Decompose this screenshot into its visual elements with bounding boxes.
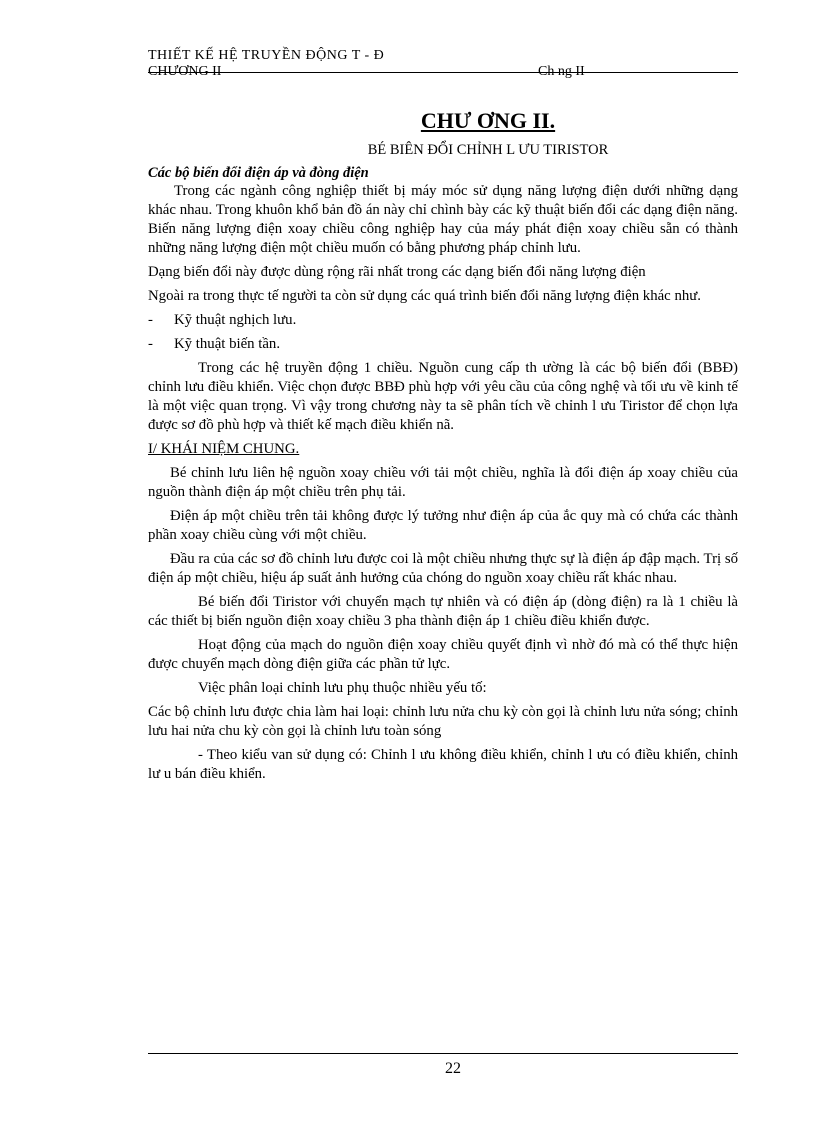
header-chapter-left: CHƯƠNG II [148, 64, 222, 79]
paragraph: Bé chỉnh lưu liên hệ nguồn xoay chiều với tải một chiều, nghĩa là đổi điện áp xoay chiều của nguồn thành điện áp một chiều trên phụ tải. [148, 465, 738, 500]
paragraph: Đầu ra của các sơ đồ chỉnh lưu được coi là một chiều nhưng thực sự là điện áp đập mạch. Trị số điện áp một chiều, hiệu áp suất ảnh hưởng của chóng do nguồn xoay chiều rất khác nhau. [148, 551, 738, 586]
paragraph: Dạng biến đổi này được dùng rộng rãi nhất trong các dạng biến đổi năng lượng điện [148, 264, 646, 280]
body-text [148, 182, 738, 784]
paragraph: Trong các ngành công nghiệp thiết bị máy móc sử dụng năng lượng điện dưới những dạng khác nhau. Trong khuôn khổ bản đồ án này chỉ chình bày các kỹ thuật biến đổi các dạng điện năng. Biến năng lượng điện xoay chiều công nghiệp hay của máy phát điện xoay chiều sẵn có thành những năng lượng điện một chiều muốn có bằng phương pháp chỉnh lưu. [148, 183, 738, 256]
page-number: 22 [445, 1060, 461, 1077]
list-dash: - [148, 312, 153, 328]
list-item [148, 335, 738, 354]
header-rule [148, 72, 738, 73]
list-item-text: Kỹ thuật nghịch lưu. [174, 312, 297, 328]
paragraph: - Theo kiểu van sử dụng có: Chỉnh l ưu không điều khiển, chỉnh l ưu có điều khiển, chỉnh lư u bán điều khiển. [148, 747, 738, 782]
paragraph: Trong các hệ truyền động 1 chiều. Nguồn cung cấp th ường là các bộ biến đổi (BBĐ) chỉnh lưu điều khiển. Việc chọn được BBĐ phù hợp với yêu cầu của công nghệ và tối ưu về kinh tế là một việc quan trọng. Vì vậy trong chương này ta sẽ phân tích về chỉnh l ưu Tiristor để chọn lựa được sơ đồ phù hợp và thiết kế mạch điều khiển nã. [148, 360, 738, 433]
paragraph: Các bộ chỉnh lưu được chia làm hai loại: chỉnh lưu nửa chu kỳ còn gọi là chỉnh lưu nửa sóng; chỉnh lưu hai nửa chu kỳ còn gọi là chỉnh lưu toàn sóng [148, 704, 738, 739]
section-heading-general-concept: I/ KHÁI NIỆM CHUNG. [148, 441, 300, 457]
list-item [148, 311, 738, 330]
header-chapter-right: Ch ng II [538, 64, 585, 79]
page-header [148, 40, 738, 80]
chapter-title: CHƯ ƠNG II. [420, 108, 556, 133]
list-item-text: Kỹ thuật biến tần. [174, 336, 281, 352]
document-page [148, 40, 738, 1100]
footer-rule [148, 1053, 738, 1054]
chapter-subtitle: BÉ BIÊN ĐỔI CHỈNH L ƯU TIRISTOR [367, 142, 609, 158]
paragraph: Điện áp một chiều trên tải không được lý tưởng như điện áp của ắc quy mà có chứa các thành phần xoay chiều cùng với một chiều. [148, 508, 738, 543]
paragraph: Ngoài ra trong thực tế người ta còn sử dụng các quá trình biến đổi năng lượng điện khác như. [148, 288, 701, 304]
paragraph: Bé biến đổi Tiristor với chuyển mạch tự nhiên và có điện áp (dòng điện) ra là 1 chiều là các thiết bị biến nguồn điện xoay chiều 3 pha thành điện áp 1 chiều điều khiển được. [148, 594, 738, 629]
header-title: THIẾT KẾ HỆ TRUYỀN ĐỘNG T - Đ [148, 48, 385, 63]
list-dash: - [148, 336, 153, 352]
section-title-converters: Các bộ biến đổi điện áp và đòng điện [148, 165, 369, 181]
paragraph: Việc phân loại chỉnh lưu phụ thuộc nhiều yếu tố: [198, 680, 487, 696]
paragraph: Hoạt động của mạch do nguồn điện xoay chiều quyết định vì nhờ đó mà có thể thực hiện được chuyển mạch dòng điện giữa các phần tử lực. [148, 637, 738, 672]
